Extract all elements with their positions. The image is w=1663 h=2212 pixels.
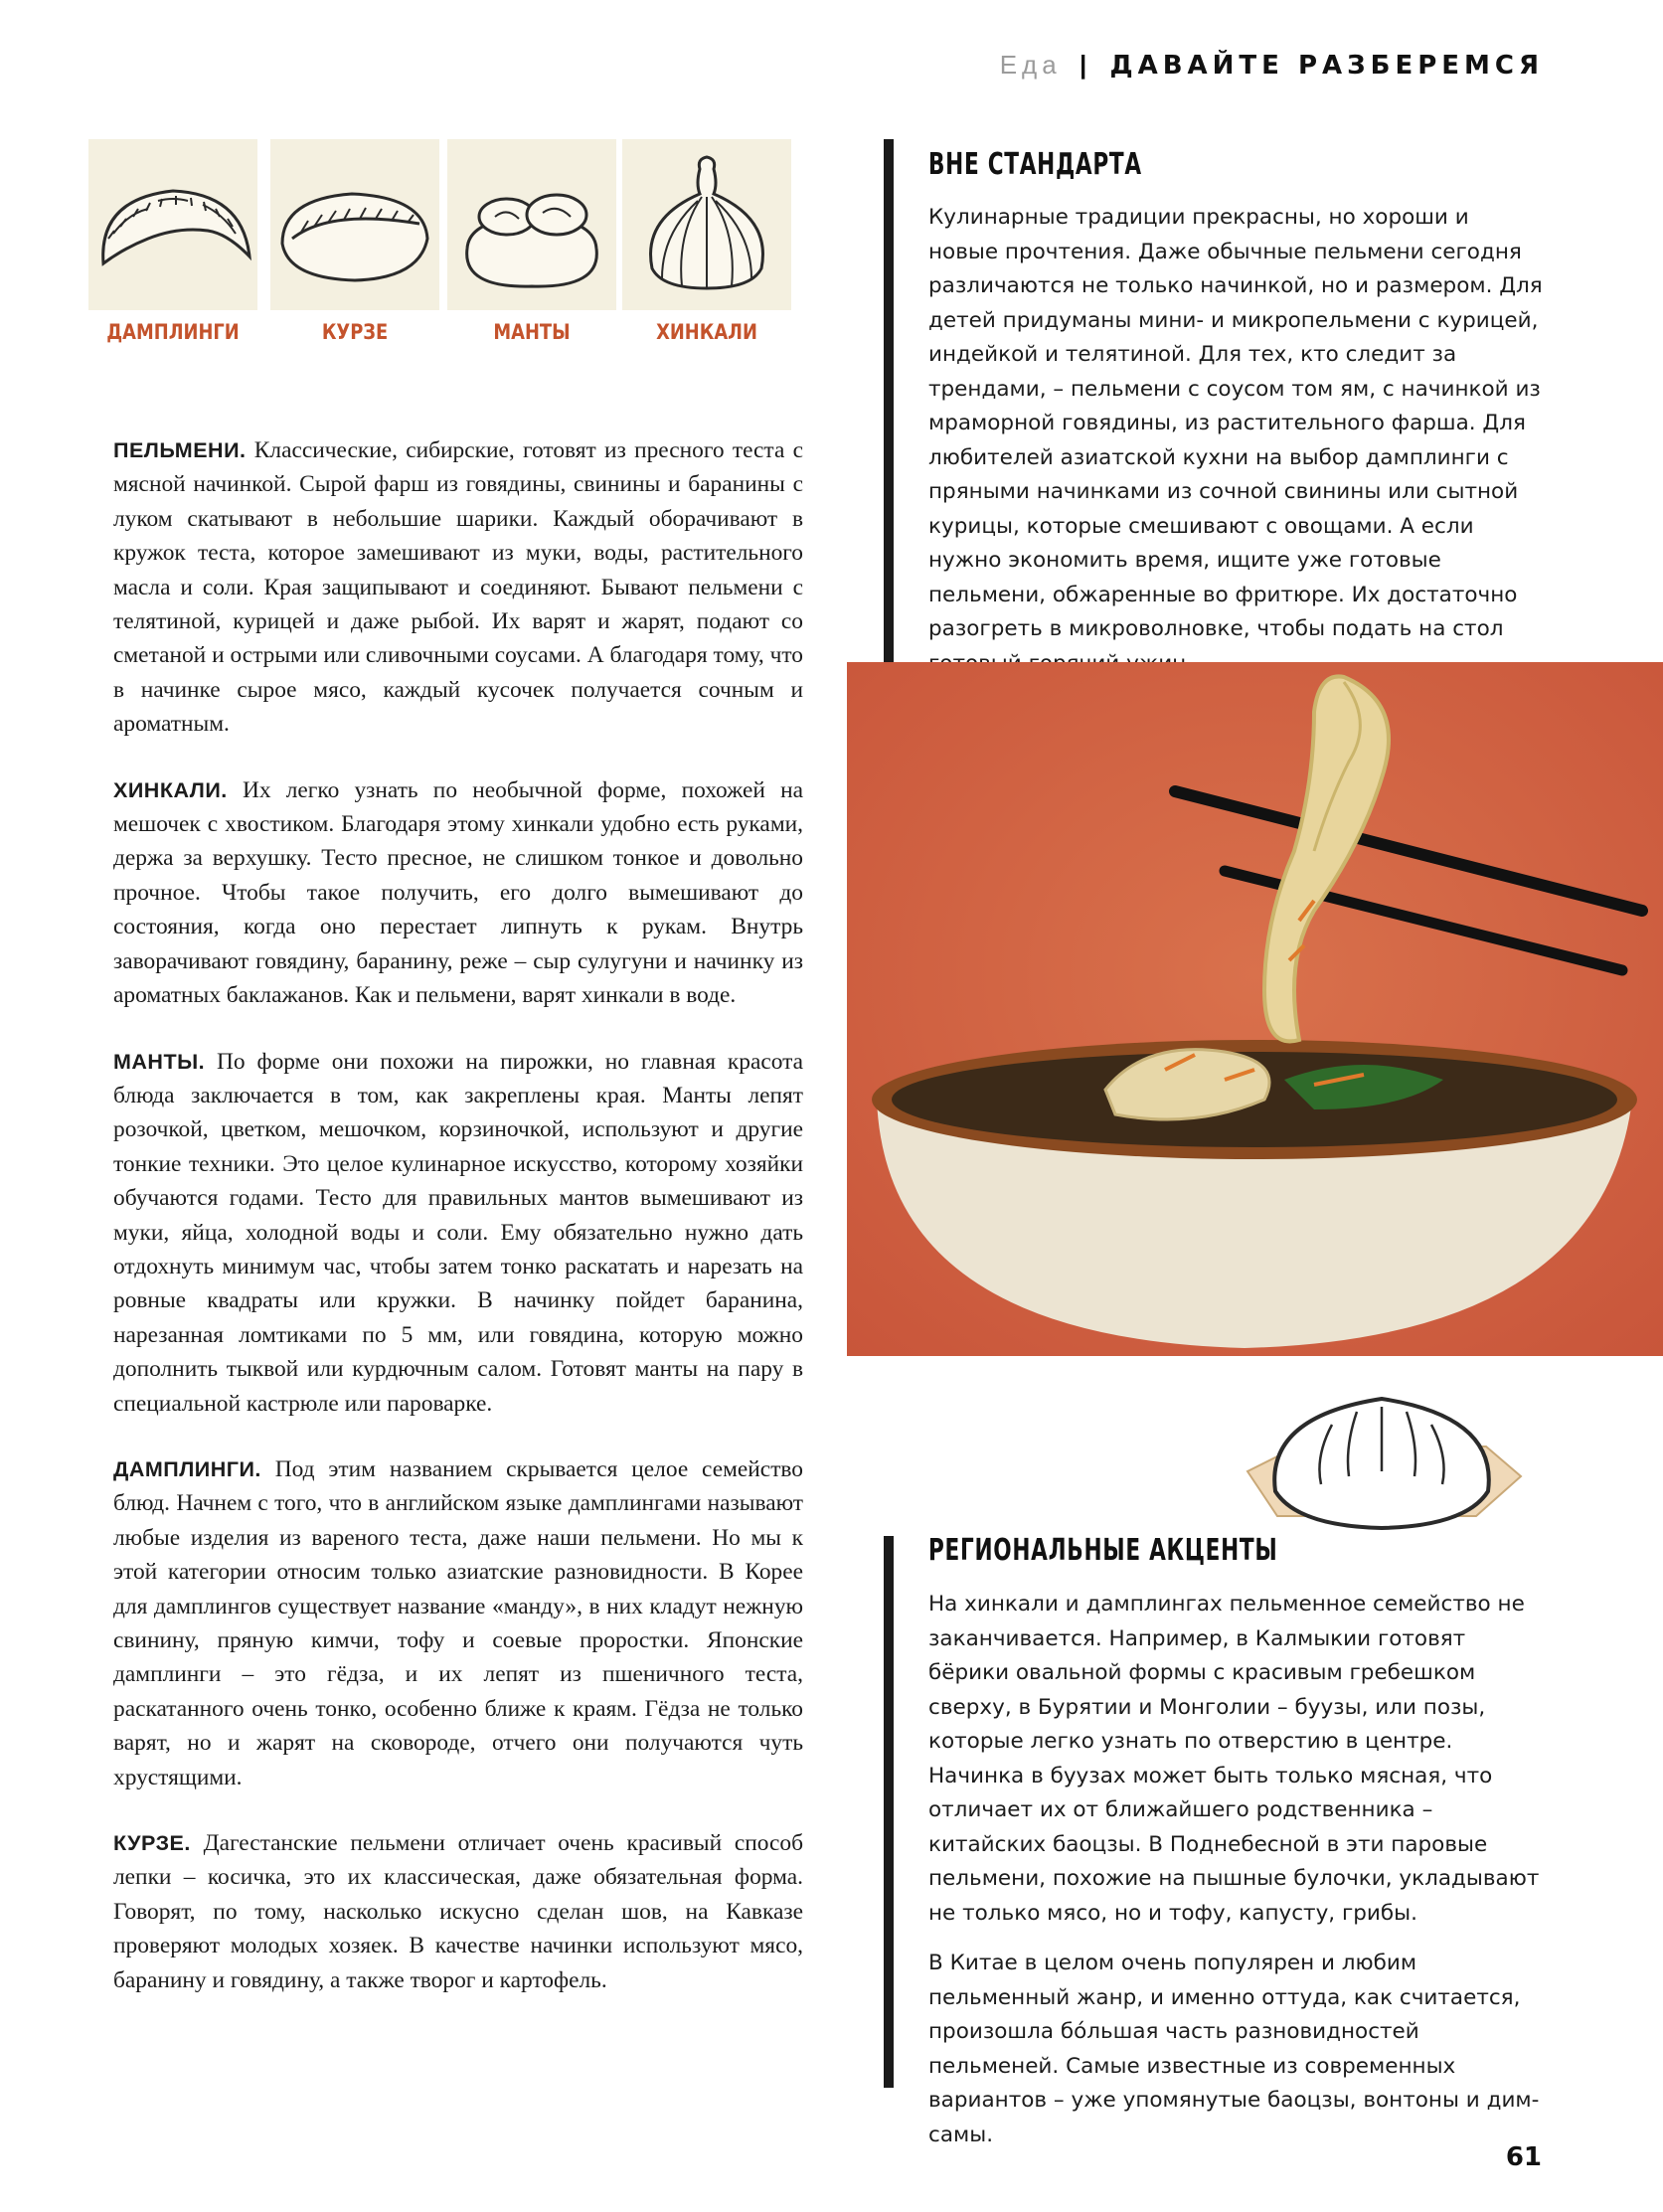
term: ХИНКАЛИ. [113,777,228,802]
sidebar-bar [884,1536,894,2088]
header-section: Еда [999,50,1062,80]
running-header [1000,50,1544,81]
paragraph-text: По форме они похожи на пирожки, но главная красота блюда заключается в том, как закреплены края. Манты лепят розочкой, цветком, мешочком, корзиночкой, используют и другие тонкие техники. Это целое кулинарное искусство, которому хозяйки обучаются годами. Тесто для правильных мантов вымешивают из муки, яйца, холодной воды и соли. Ему обязательно нужно дать отдохнуть минимум час, чтобы затем тонко раскатать и нарезать на ровные квадраты или кружки. В начинку пойдет баранина, нарезанная ломтиками по 5 мм, или говядина, которую можно дополнить тыквой или курдючным салом. Готовят манты на пару в специальной кастрюле или пароварке. [113,1048,803,1417]
paragraph-pelmeni [113,433,803,742]
shape-label-dumplings: ДАМПЛИНГИ [106,320,240,344]
paragraph-kurze [113,1826,803,1997]
term: ПЕЛЬМЕНИ. [113,438,247,462]
shape-label-manty: МАНТЫ [493,320,571,344]
sidebar-title: ВНЕ СТАНДАРТА [928,147,1142,182]
page-number: 61 [1505,2142,1542,2172]
main-article [113,433,803,2029]
header-rubric: ДАВАЙТЕ РАЗБЕРЕМСЯ [1109,51,1544,81]
sidebar-text [928,201,1545,697]
dumpling-icon [88,139,257,310]
sidebar-paragraph: Кулинарные традиции прекрасны, но хороши и новые прочтения. Даже обычные пельмени сегодня различаются не только начинкой, но и размером. Для детей придуманы мини- и микропельмени с курицей, индейкой и телятиной. Для тех, кто следит за трендами, – пельмени с соусом том ям, с начинкой из мраморной говядины, из растительного фарша. Для любителей азиатской кухни на выбор дамплинги с пряными начинками из сочной свинины или сытной курицы, которые смешивают с овощами. А если нужно экономить время, ищите уже готовые пельмени, обжаренные во фритюре. Их достаточно разогреть в микроволновке, чтобы подать на стол [928,205,1543,641]
paragraph-text: Классические, сибирские, готовят из пресного теста с мясной начинкой. Сырой фарш из говядины, свинины и баранины с луком скатывают в небольшие шарики. Каждый оборачивают в кружок теста, которое замешивают из муки, воды, растительного масла и соли. Края защипывают и соединяют. Бывают пельмени с телятиной, курицей и даже рыбой. Их варят и жарят, подают со сметаной и острыми или сливочными соусами. А благодаря тому, что в начинке сырое мясо, каждый кусочек получается сочным и ароматным. [113,437,803,738]
kurze-icon [270,139,439,310]
paragraph-manty [113,1045,803,1421]
sidebar-paragraph: На хинкали и дамплингах пельменное семейство не заканчивается. Например, в Калмыкии готовят бёрики овальной формы с красивым гребешком сверху, в Бурятии и Монголии – буузы, или позы, которые легко узнать по отверстию в центре. Начинка в буузах может быть только мясная, что отличает их от ближайшего родственника – китайских баоцзы. В Поднебесной в эти паровые пельмени, похожие на пышные булочки, укладывают не только мясо, но и тофу, капусту, грибы. [928,1592,1540,1926]
paragraph-dumplings [113,1452,803,1794]
khinkali-icon [622,139,791,310]
bun-icon [1238,1377,1526,1536]
manty-icon [447,139,616,310]
paragraph-text: Их легко узнать по необычной форме, похожей на мешочек с хвостиком. Благодаря этому хинкали удобно есть руками, держа за верхушку. Тесто пресное, не слишком тонкое и довольно прочное. Чтобы такое получить, его долго вымешивают до состояния, когда оно перестает липнуть к рукам. Внутрь заворачивают говядину, баранину, реже – сыр сулугуни и начинку из ароматных баклажанов. Как и пельмени, варят хинкали в воде. [113,776,803,1009]
term: МАНТЫ. [113,1049,206,1074]
shape-label-khinkali: ХИНКАЛИ [656,320,757,344]
paragraph-text: Дагестанские пельмени отличает очень красивый способ лепки – косичка, это их классическая, даже обязательная форма. Говорят, по тому, насколько искусно сделан шов, на Кавказе проверяют молодых хозяек. В качестве начинки используют мясо, баранину и говядину, а также творог и картофель. [113,1830,803,1993]
paragraph-khinkali [113,773,803,1013]
shape-label-kurze: КУРЗЕ [321,320,389,344]
dumplings-photo [847,662,1663,1356]
sidebar-title: РЕГИОНАЛЬНЫЕ АКЦЕНТЫ [928,1533,1278,1568]
paragraph-text: Под этим названием скрывается целое семейство блюд. Начнем с того, что в английском языке дамплингами называют любые изделия из вареного теста, даже наши пельмени. Но мы к этой категории относим только азиатские разновидности. В Корее для дамплингов существует название «манду», в них кладут нежную свинину, пряную кимчи, тофу и соевые проростки. Японские дамплинги – это гёдза, и их лепят из пшеничного теста, раскатанного очень тонко, особенно ближе к краям. Гёдза не только варят, но и жарят на сковороде, отчего они получаются чуть хрустящими. [113,1455,803,1790]
header-separator: | [1079,50,1092,80]
sidebar-paragraph: В Китае в целом очень популярен и любим пельменный жанр, и именно оттуда, как считается, произошла бóльшая часть разновидностей пельменей. Самые известные из современных вариантов – уже упомянутые баоцзы, вонтоны и дим-самы. [928,1951,1540,2147]
sidebar-text [928,1588,1545,2168]
term: КУРЗЕ. [113,1831,191,1856]
term: ДАМПЛИНГИ. [113,1456,261,1481]
